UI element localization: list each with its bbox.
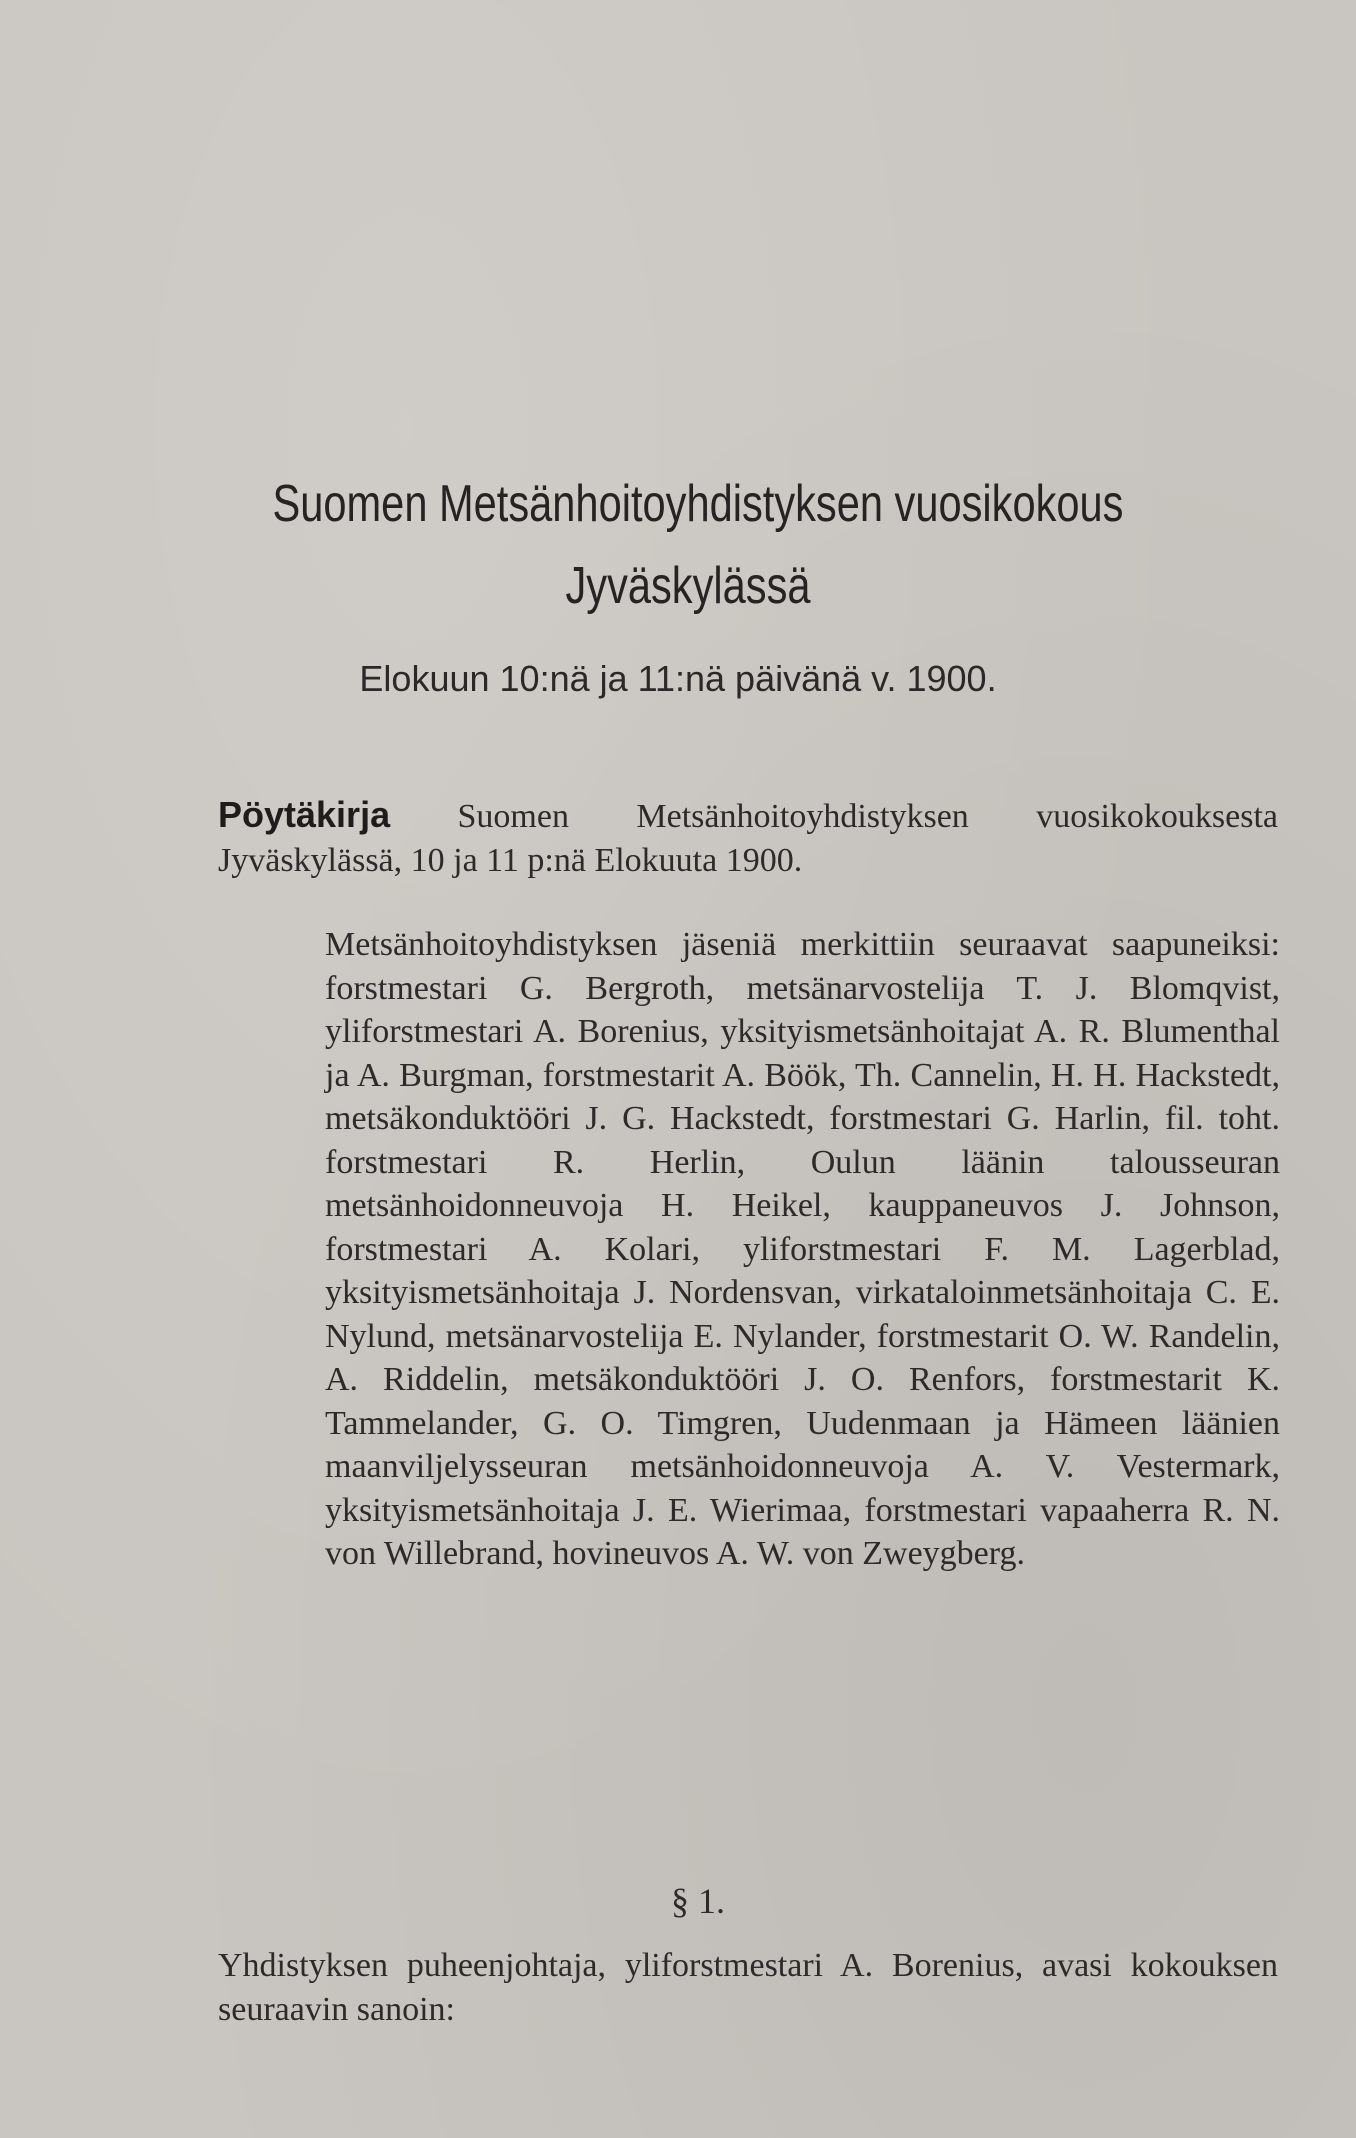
- paragraph-lead-word: Pöytäkirja: [218, 794, 391, 835]
- paragraph-attendees: Metsänhoitoyhdistyksen jäseniä merkittiin seuraavat saapuneiksi: forstmestari G. Bergroth, metsänarvostelija T. J. Blomqvist, yliforstmestari A. Borenius, yksityismetsänhoitajat A. R. Blumenthal ja A. Burgman, forstmestarit A. Böök, Th. Cannelin, H. H. Hackstedt, metsäkonduktööri J. G. Hackstedt, forstmestari G. Harlin, fil. toht. forstmestari R. Herlin, Oulun läänin talousseuran metsänhoidonneuvoja H. Heikel, kauppaneuvos J. Johnson, forstmestari A. Kolari, yliforstmestari F. M. Lagerblad, yksityismetsänhoitaja J. Nordensvan, virkataloinmetsänhoitaja C. E. Nylund, metsänarvostelija E. Nylander, forstmestarit O. W. Randelin, A. Riddelin, metsäkonduktööri J. O. Renfors, forstmestarit K. Tammelander, G. O. Timgren, Uudenmaan ja Hämeen läänien maanviljelysseuran metsänhoidonneuvoja A. V. Vestermark, yksityismetsänhoitaja J. E. Wierimaa, forstmestari vapaaherra R. N. von Willebrand, hovineuvos A. W. von Zweygberg.: [325, 926, 1280, 1572]
- document-subtitle: Elokuun 10:nä ja 11:nä päivänä v. 1900.: [359, 658, 997, 699]
- paragraph-minutes-intro: [218, 793, 1278, 882]
- document-title-line-2: Jyväskylässä: [565, 557, 811, 615]
- paragraph-intro-text: Suomen Metsänhoitoyhdistyksen vuosikokouksesta Jyväskylässä, 10 ja 11 p:nä Elokuuta 1900.: [218, 798, 1278, 879]
- document-title-line-1: Suomen Metsänhoitoyhdistyksen vuosikokous: [272, 475, 1124, 533]
- section-heading: § 1.: [671, 1881, 725, 1921]
- paragraph-opening: Yhdistyksen puheenjohtaja, yliforstmestari A. Borenius, avasi kokouksen seuraavin sanoin:: [218, 1947, 1278, 2028]
